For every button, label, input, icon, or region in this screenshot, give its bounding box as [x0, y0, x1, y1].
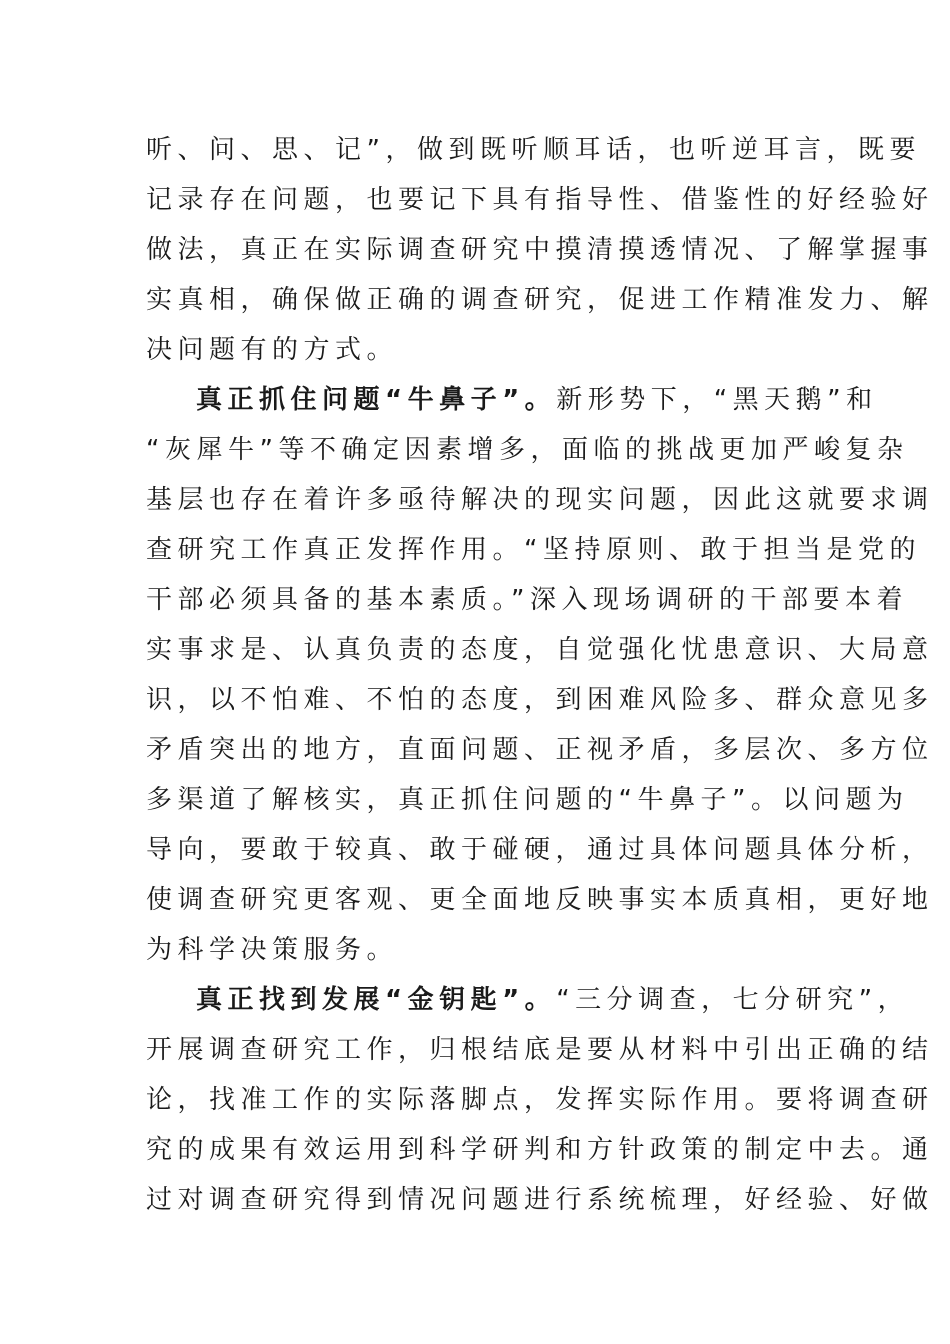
- paragraph-2-first-line: [196, 380, 878, 420]
- paragraph-3-first-line-text: “三分调查，七分研究”，: [556, 985, 910, 1015]
- paragraph-2-line-10: 导向，要敢于较真、敢于碰硬，通过具体问题具体分析，: [146, 835, 934, 865]
- paragraph-3-line-5: 过对调查研究得到情况问题进行系统梳理，好经验、好做: [146, 1185, 934, 1215]
- paragraph-2-first-line-text: 新形势下，“黑天鹅”和: [556, 385, 878, 415]
- paragraph-2-line-6: 实事求是、认真负责的态度，自觉强化忧患意识、大局意: [146, 635, 934, 665]
- paragraph-3-heading: 真正找到发展“金钥匙”。: [196, 985, 557, 1015]
- paragraph-2-line-2: “灰犀牛”等不确定因素增多，面临的挑战更加严峻复杂: [146, 435, 909, 465]
- paragraph-3-line-2: 开展调查研究工作，归根结底是要从材料中引出正确的结: [146, 1035, 934, 1065]
- paragraph-3-line-4: 究的成果有效运用到科学研判和方针政策的制定中去。通: [146, 1135, 934, 1165]
- paragraph-2-line-11: 使调查研究更客观、更全面地反映事实本质真相，更好地: [146, 885, 934, 915]
- paragraph-2-line-7: 识，以不怕难、不怕的态度，到困难风险多、群众意见多: [146, 685, 934, 715]
- paragraph-3-line-3: 论，找准工作的实际落脚点，发挥实际作用。要将调查研: [146, 1085, 934, 1115]
- paragraph-2-line-4: 查研究工作真正发挥作用。“坚持原则、敢于担当是党的: [146, 535, 921, 565]
- paragraph-1-line-2: 记录存在问题，也要记下具有指导性、借鉴性的好经验好: [146, 185, 934, 215]
- paragraph-1-line-3: 做法，真正在实际调查研究中摸清摸透情况、了解掌握事: [146, 235, 934, 265]
- paragraph-2-line-3: 基层也存在着许多亟待解决的现实问题，因此这就要求调: [146, 485, 934, 515]
- paragraph-1-line-4: 实真相，确保做正确的调查研究，促进工作精准发力、解: [146, 285, 934, 315]
- paragraph-2-line-12: 为科学决策服务。: [146, 935, 399, 965]
- paragraph-2-line-9: 多渠道了解核实，真正抓住问题的“牛鼻子”。以问题为: [146, 785, 909, 815]
- paragraph-1-line-1: 听、问、思、记”，做到既听顺耳话，也听逆耳言，既要: [146, 135, 921, 165]
- paragraph-2-heading: 真正抓住问题“牛鼻子”。: [196, 385, 557, 415]
- paragraph-1-line-5: 决问题有的方式。: [146, 335, 399, 365]
- paragraph-3-first-line: [196, 980, 910, 1020]
- paragraph-2-line-5: 干部必须具备的基本素质。”深入现场调研的干部要本着: [146, 585, 908, 615]
- paragraph-2-line-8: 矛盾突出的地方，直面问题、正视矛盾，多层次、多方位: [146, 735, 934, 765]
